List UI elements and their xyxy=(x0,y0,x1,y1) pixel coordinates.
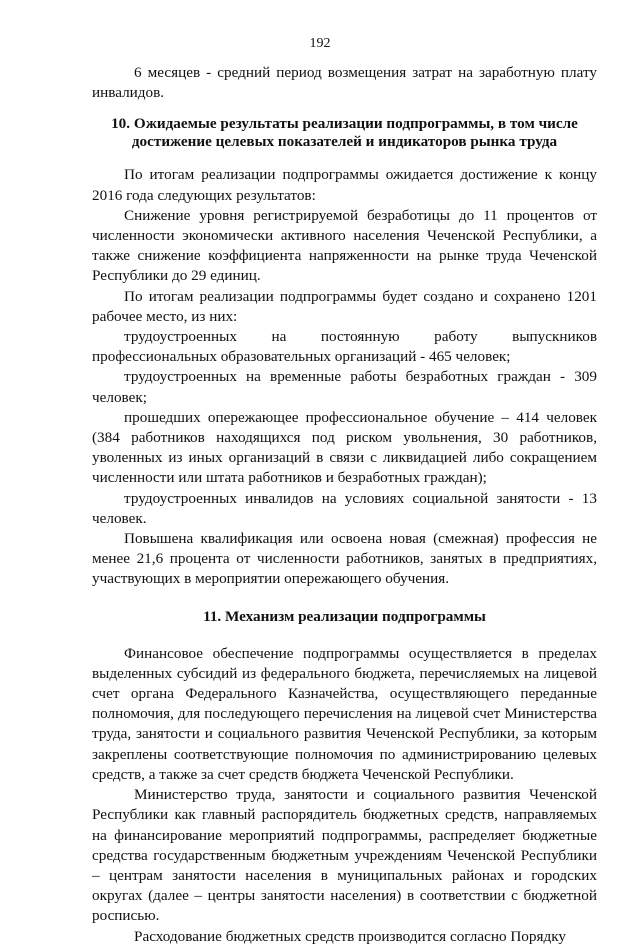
paragraph: трудоустроенных на временные работы безработных граждан - 309 человек; xyxy=(92,368,597,406)
section-10-heading: 10. Ожидаемые результаты реализации подпрограммы, в том числе достижение целевых показателей и индикаторов рынка труда xyxy=(111,115,578,151)
paragraph: Повышена квалификация или освоена новая (смежная) профессия не менее 21,6 процента от численности работников, занятых в предприятиях, участвующих в мероприятии опережающего обучения. xyxy=(92,530,597,588)
paragraph: Снижение уровня регистрируемой безработицы до 11 процентов от численности экономически активного населения Чеченской Республики, а также снижение коэффициента напряженности на рынке труда Чеченской Республики до 29 единиц. xyxy=(92,206,597,285)
paragraph: Расходование бюджетных средств производится согласно Порядку xyxy=(134,927,566,945)
page-number: 192 xyxy=(309,36,331,51)
paragraph: прошедших опережающее профессиональное обучение – 414 человек (384 работников находящихся под риском увольнения, 30 работников, уволенных из иных организаций в связи с ликвидацией либо сокращением численности или штата работников и безработных граждан); xyxy=(92,408,597,487)
section-11-heading: 11. Механизм реализации подпрограммы xyxy=(203,607,486,625)
paragraph: трудоустроенных инвалидов на условиях социальной занятости - 13 человек. xyxy=(92,489,597,527)
document-body xyxy=(92,63,597,947)
paragraph: трудоустроенных на постоянную работу выпускников профессиональных образовательных организаций - 465 человек; xyxy=(92,328,597,366)
paragraph: Министерство труда, занятости и социального развития Чеченской Республики как главный распорядитель бюджетных средств, направляемых на финансирование мероприятий подпрограммы, распределяет бюджетные средства государственным бюджетным учреждениям Чеченской Республики – центрам занятости населения в муниципальных районах и городских округах (далее – центры занятости населения) в соответствии с бюджетной росписью. xyxy=(92,786,597,925)
paragraph: По итогам реализации подпрограммы будет создано и сохранено 1201 рабочее место, из них: xyxy=(92,287,597,325)
paragraph: По итогам реализации подпрограммы ожидается достижение к концу 2016 года следующих результатов: xyxy=(92,166,597,204)
paragraph: 6 месяцев - средний период возмещения затрат на заработную плату инвалидов. xyxy=(92,64,597,102)
paragraph: Финансовое обеспечение подпрограммы осуществляется в пределах выделенных субсидий из федерального бюджета, перечисляемых на лицевой счет органа Федерального Казначейства, осуществляющего переданные полномочия, для последующего перечисления на лицевой счет Министерства труда, занятости и социального развития Чеченской Республики, за которым закреплены соответствующие полномочия по администрированию целевых средств, а также за счет средств бюджета Чеченской Республики. xyxy=(92,644,597,783)
